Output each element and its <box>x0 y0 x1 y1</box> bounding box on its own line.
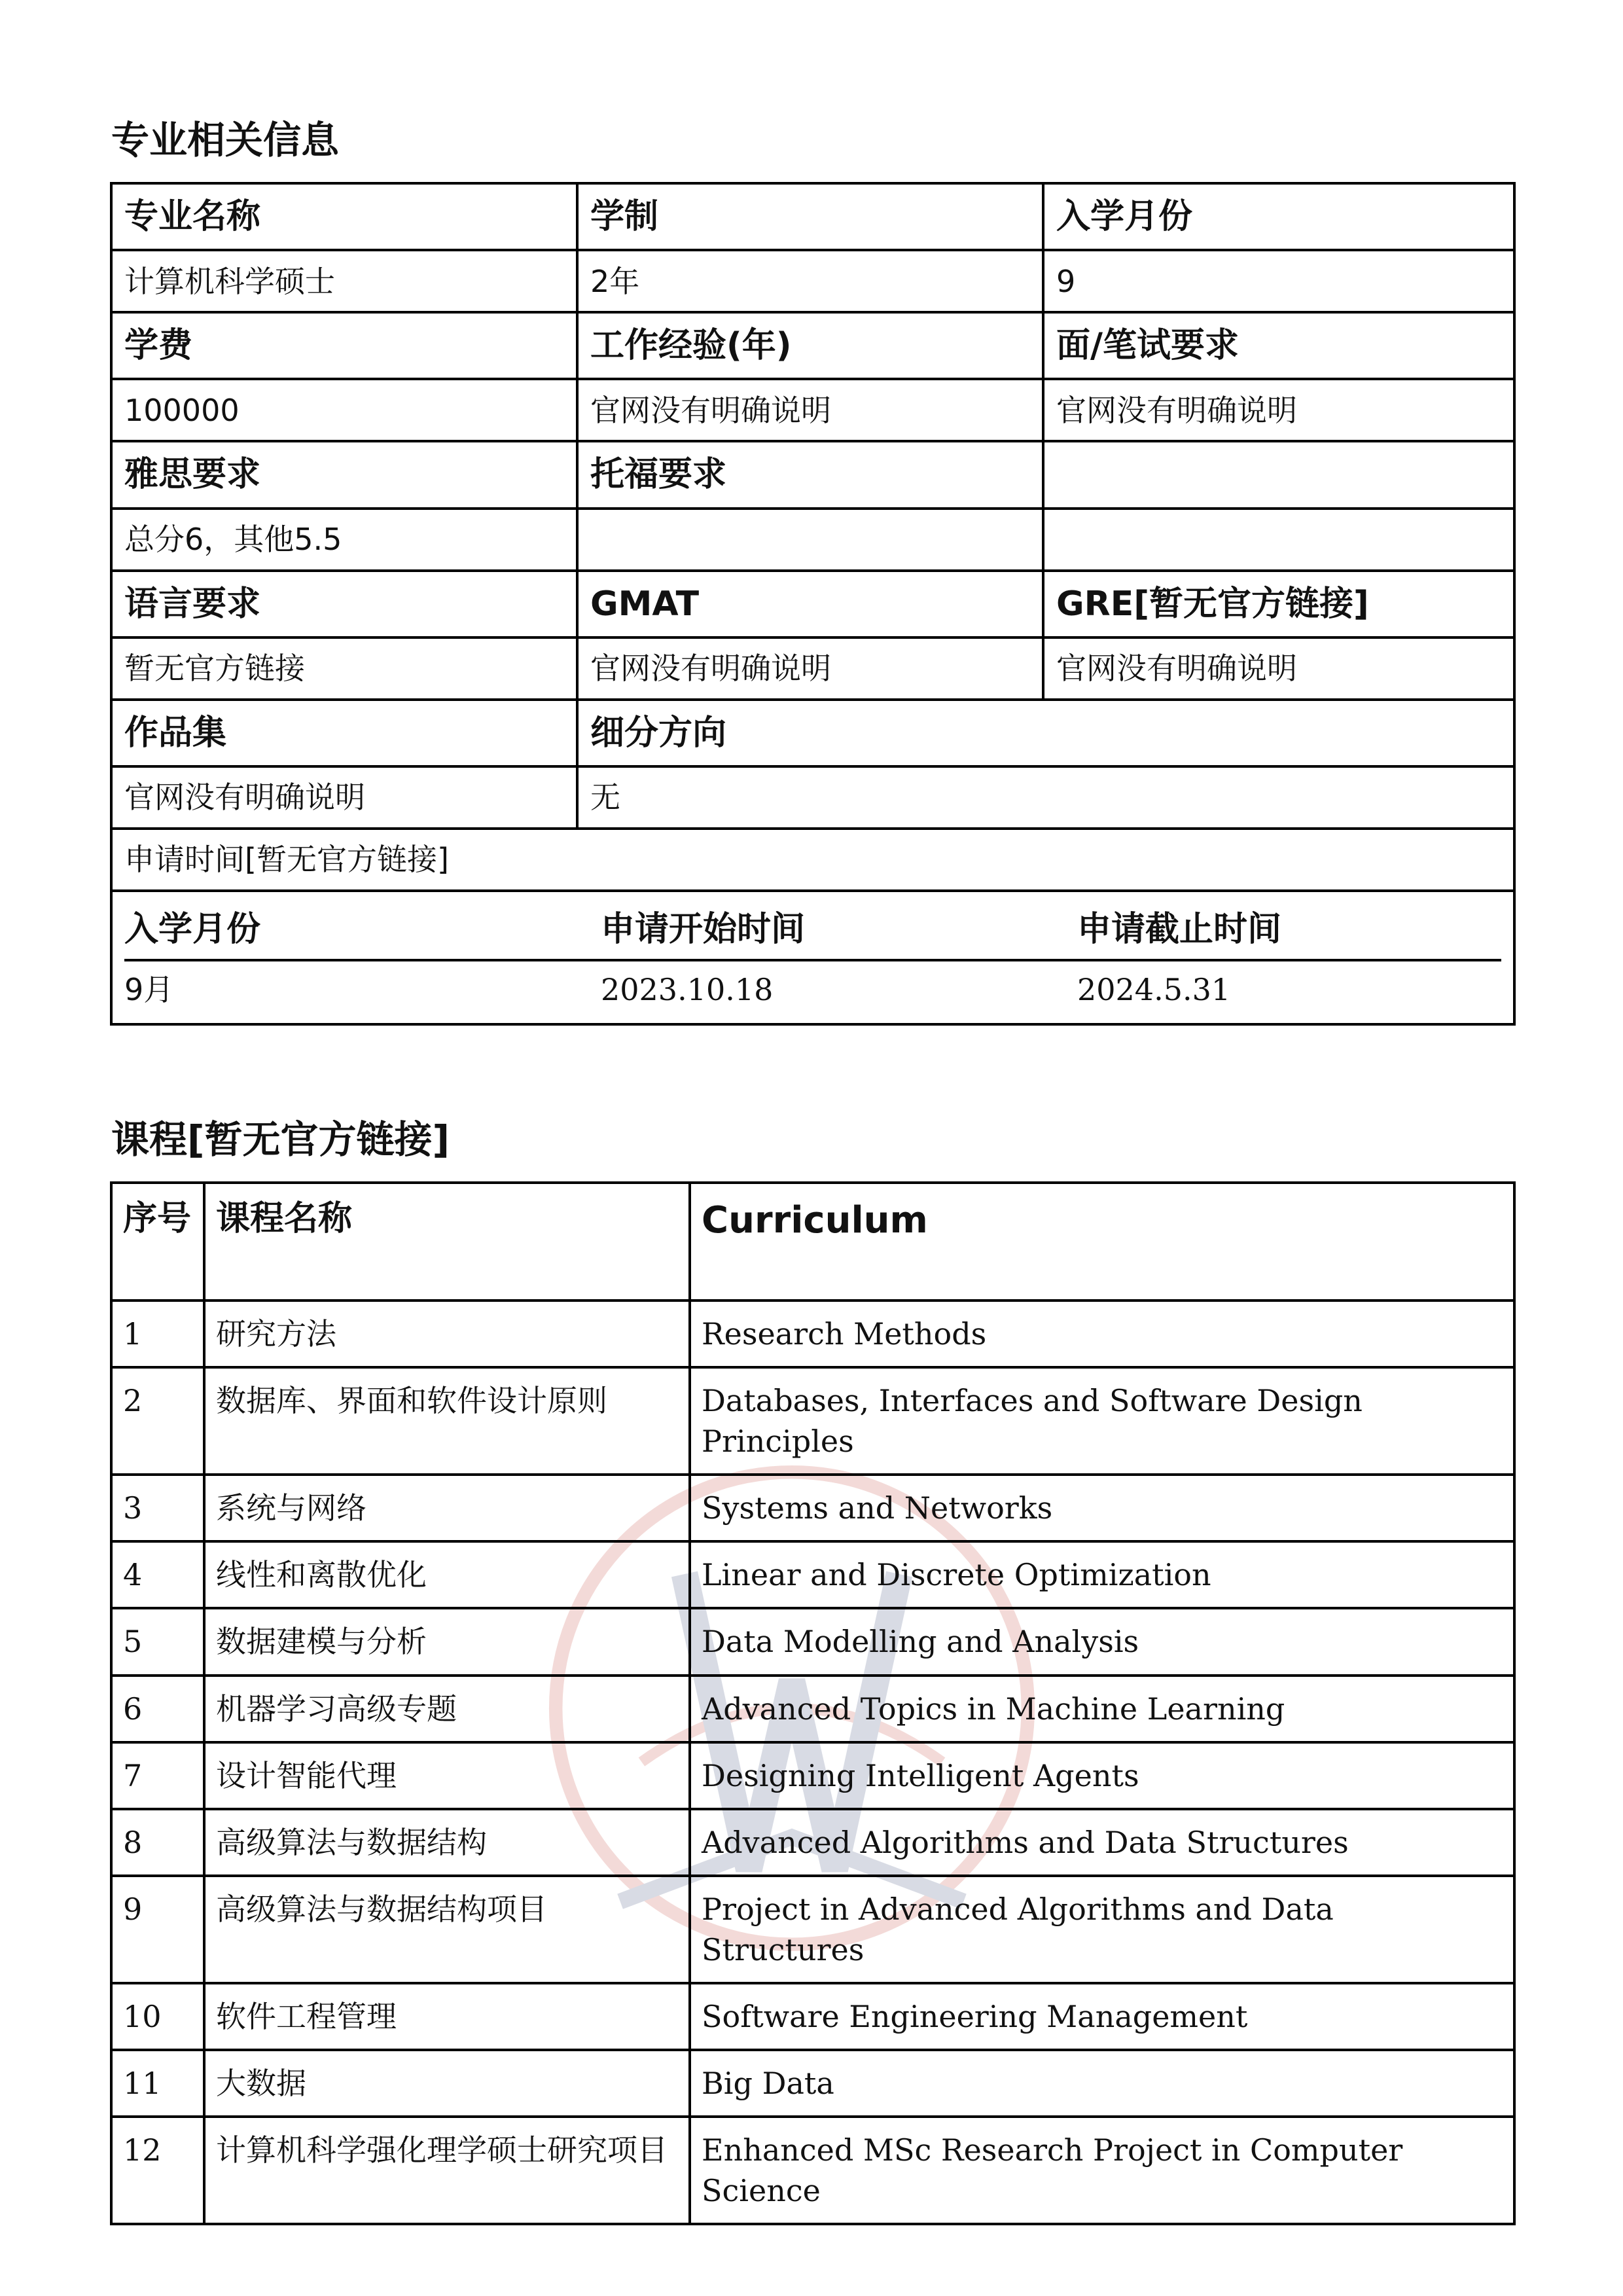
table-row <box>111 1541 1514 1608</box>
header-cell: 专业名称 <box>111 183 577 250</box>
apply-cell <box>111 891 1514 1024</box>
header-cell: GRE[暂无官方链接] <box>1043 571 1514 637</box>
header-row <box>111 571 1514 637</box>
value-row <box>111 509 1514 571</box>
course-number: 6 <box>111 1676 204 1742</box>
course-name-en: Advanced Algorithms and Data Structures <box>690 1809 1514 1876</box>
value-cell: 官网没有明确说明 <box>1043 379 1514 441</box>
value-row <box>111 250 1514 312</box>
value-cell <box>577 509 1043 571</box>
course-name-cn: 软件工程管理 <box>204 1983 690 2050</box>
value-cell: 2年 <box>577 250 1043 312</box>
apply-header: 申请开始时间 <box>601 897 1077 961</box>
course-name-cn: 数据建模与分析 <box>204 1608 690 1675</box>
apply-row <box>111 891 1514 1024</box>
table-row <box>111 1367 1514 1475</box>
apply-header: 入学月份 <box>124 897 601 961</box>
apply-header-row <box>124 897 1501 961</box>
header-cell: 学费 <box>111 312 577 379</box>
program-info-table <box>110 182 1516 1026</box>
header-cell: 语言要求 <box>111 571 577 637</box>
header-cell: 入学月份 <box>1043 183 1514 250</box>
course-name-en: Linear and Discrete Optimization <box>690 1541 1514 1608</box>
course-number: 10 <box>111 1983 204 2050</box>
portfolio-header: 作品集 <box>111 700 577 766</box>
course-number: 9 <box>111 1876 204 1983</box>
course-name-en: Enhanced MSc Research Project in Computer Science <box>690 2117 1514 2224</box>
course-number: 4 <box>111 1541 204 1608</box>
course-name-cn: 计算机科学强化理学硕士研究项目 <box>204 2117 690 2224</box>
header-cell: 雅思要求 <box>111 441 577 508</box>
value-cell <box>1043 509 1514 571</box>
table-row <box>111 1608 1514 1675</box>
course-name-cn: 研究方法 <box>204 1300 690 1367</box>
value-cell: 官网没有明确说明 <box>1043 637 1514 700</box>
apply-value: 2023.10.18 <box>601 972 774 1008</box>
course-header-row <box>111 1183 1514 1300</box>
value-cell: 暂无官方链接 <box>111 637 577 700</box>
table-row <box>111 2050 1514 2117</box>
table-row <box>111 1676 1514 1742</box>
course-name-cn: 数据库、界面和软件设计原则 <box>204 1367 690 1475</box>
apply-value: 2024.5.31 <box>1077 972 1231 1008</box>
header-cell: GMAT <box>577 571 1043 637</box>
value-row <box>111 766 1514 829</box>
header-course-name: 课程名称 <box>204 1183 690 1300</box>
section-title-courses: 课程[暂无官方链接] <box>111 1117 450 1162</box>
value-row <box>111 637 1514 700</box>
table-row <box>111 1300 1514 1367</box>
value-cell: 9 <box>1043 250 1514 312</box>
table-row <box>111 1809 1514 1876</box>
value-cell: 官网没有明确说明 <box>577 637 1043 700</box>
table-row <box>111 1742 1514 1809</box>
value-cell: 100000 <box>111 379 577 441</box>
course-name-en: Designing Intelligent Agents <box>690 1742 1514 1809</box>
header-row <box>111 183 1514 250</box>
value-cell: 总分6，其他5.5 <box>111 509 577 571</box>
course-number: 1 <box>111 1300 204 1367</box>
course-list <box>111 1300 1514 2224</box>
course-name-en: Research Methods <box>690 1300 1514 1367</box>
course-name-en: Software Engineering Management <box>690 1983 1514 2050</box>
table-row <box>111 1876 1514 1983</box>
course-number: 2 <box>111 1367 204 1475</box>
table-row <box>111 2117 1514 2224</box>
apply-time-row <box>111 829 1514 891</box>
header-curriculum: Curriculum <box>690 1183 1514 1300</box>
direction-value: 无 <box>577 766 1514 829</box>
course-number: 11 <box>111 2050 204 2117</box>
apply-value-row <box>124 961 1501 1016</box>
apply-value: 9月 <box>124 972 174 1008</box>
course-number: 8 <box>111 1809 204 1876</box>
course-name-cn: 高级算法与数据结构项目 <box>204 1876 690 1983</box>
table-row <box>111 1475 1514 1541</box>
header-cell: 工作经验(年) <box>577 312 1043 379</box>
section-title-program: 专业相关信息 <box>111 118 340 162</box>
course-table <box>110 1181 1516 2225</box>
course-name-cn: 系统与网络 <box>204 1475 690 1541</box>
header-cell: 学制 <box>577 183 1043 250</box>
course-name-en: Big Data <box>690 2050 1514 2117</box>
header-row <box>111 312 1514 379</box>
course-name-en: Project in Advanced Algorithms and Data Structures <box>690 1876 1514 1983</box>
course-number: 3 <box>111 1475 204 1541</box>
value-row <box>111 379 1514 441</box>
course-name-cn: 机器学习高级专题 <box>204 1676 690 1742</box>
header-cell: 面/笔试要求 <box>1043 312 1514 379</box>
apply-time-label: 申请时间[暂无官方链接] <box>111 829 1514 891</box>
course-name-en: Databases, Interfaces and Software Design Principles <box>690 1367 1514 1475</box>
course-name-cn: 大数据 <box>204 2050 690 2117</box>
course-name-cn: 线性和离散优化 <box>204 1541 690 1608</box>
course-name-en: Data Modelling and Analysis <box>690 1608 1514 1675</box>
portfolio-value: 官网没有明确说明 <box>111 766 577 829</box>
header-row <box>111 441 1514 508</box>
value-cell: 计算机科学硕士 <box>111 250 577 312</box>
apply-header: 申请截止时间 <box>1077 897 1501 961</box>
course-number: 7 <box>111 1742 204 1809</box>
value-cell: 官网没有明确说明 <box>577 379 1043 441</box>
header-cell <box>1043 441 1514 508</box>
course-name-cn: 高级算法与数据结构 <box>204 1809 690 1876</box>
header-number: 序号 <box>111 1183 204 1300</box>
course-name-en: Systems and Networks <box>690 1475 1514 1541</box>
header-row <box>111 700 1514 766</box>
header-cell: 托福要求 <box>577 441 1043 508</box>
direction-header: 细分方向 <box>577 700 1514 766</box>
course-number: 5 <box>111 1608 204 1675</box>
course-name-en: Advanced Topics in Machine Learning <box>690 1676 1514 1742</box>
course-name-cn: 设计智能代理 <box>204 1742 690 1809</box>
table-row <box>111 1983 1514 2050</box>
course-number: 12 <box>111 2117 204 2224</box>
